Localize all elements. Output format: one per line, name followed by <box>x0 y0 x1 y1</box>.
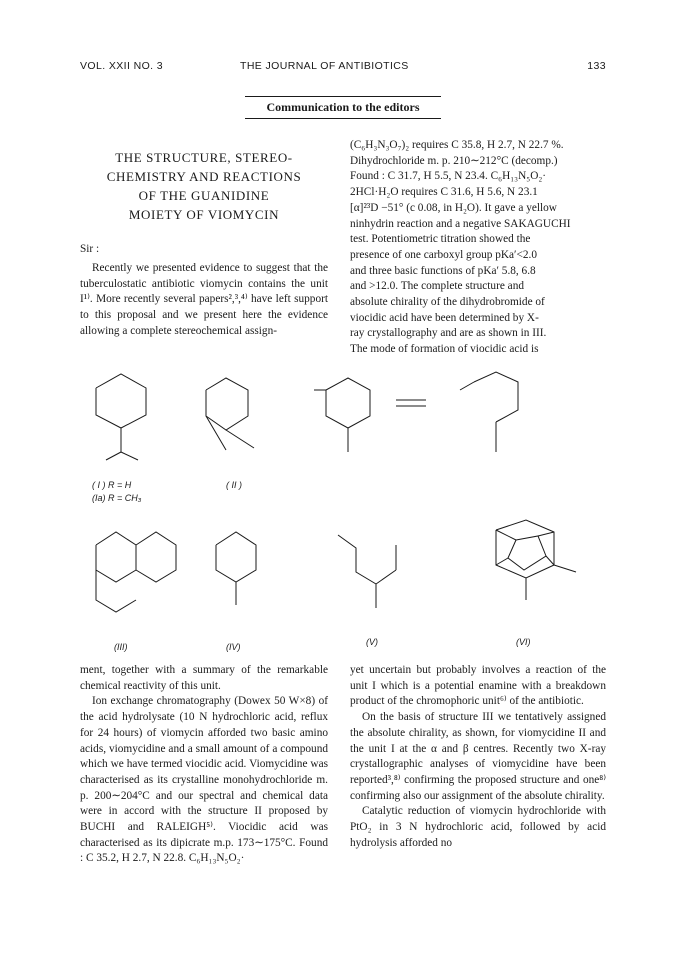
section-tag: Communication to the editors <box>266 100 420 114</box>
left-column-top <box>80 261 328 340</box>
text-line: test. Potentiometric titration showed the <box>350 233 531 246</box>
structure-i-bond <box>106 452 121 460</box>
structure-vi-bond <box>554 565 576 572</box>
structure-vi-bond <box>496 530 516 540</box>
structure-i-ring <box>96 374 146 428</box>
text-line: Dihydrochloride m. p. 210∼212°C (decomp.) <box>350 154 558 167</box>
paragraph-continuation: ment, together with a summary of the remarkable chemical reactivity of this unit. <box>80 664 328 692</box>
text-line: viocidic acid have been determined by X- <box>350 311 539 324</box>
text-line: [α]²³D −51° (c 0.08, in H₂O). It gave a yellow <box>350 201 557 214</box>
section-rule-bottom <box>245 118 441 119</box>
text-line: (C₆H₃N₃O₇)₂ requires C 35.8, H 2.7, N 22.7 %. <box>350 139 564 151</box>
page-number: 133 <box>587 60 606 72</box>
structure-vi-bond <box>496 558 508 565</box>
title-line: THE STRUCTURE, STEREO- <box>115 150 293 165</box>
structures-figure <box>76 360 606 660</box>
text-line: and three basic functions of pKa′ 5.8, 6.8 <box>350 264 536 277</box>
structure-v-chain <box>338 535 376 608</box>
right-column-bottom <box>350 663 606 851</box>
article-title <box>80 148 328 224</box>
structure-label-iv: (IV) <box>226 642 241 652</box>
structure-label-iii: (III) <box>114 642 128 652</box>
text-line: Found : C 31.7, H 5.5, N 23.4. C₆H₁₃N₅O₂· <box>350 170 547 183</box>
paragraph-chromatography: Ion exchange chromatography (Dowex 50 W×8) of the acid hydrolysate (10 N hydrochloric acid, reflux for 24 hours) of viomycin afforded two basic amino acids, viomycidine and a small amount of a compound which we have termed viocidic acid. Viomycidine was characterised as its crystalline monohydrochloride m. p. 200∼204°C and our spectral and chemical data were in accord with the structure II proposed by BUCHI and RALEIGH⁵⁾. Viocidic acid was characterised as its dipicrate m.p. 173∼175°C. Found : C 35.2, H 2.7, N 22.8. C₆H₁₃N₅O₂· <box>80 695 328 865</box>
paragraph-reduction: Catalytic reduction of viomycin hydrochloride with PtO₂ in 3 N hydrochloric acid, followed by acid hydrolysis afforded no <box>350 805 606 849</box>
structure-iv-ring <box>216 532 256 582</box>
structure-label-ii: ( II ) <box>226 480 242 490</box>
text-line: and >12.0. The complete structure and <box>350 280 524 293</box>
text-line: presence of one carboxyl group pKa′<2.0 <box>350 248 538 261</box>
text-line: The mode of formation of viocidic acid is <box>350 343 539 356</box>
structure-vi-bond <box>546 556 554 565</box>
structure-v-bond <box>376 570 396 584</box>
text-line: absolute chirality of the dihydrobromide of <box>350 296 545 309</box>
title-line: CHEMISTRY AND REACTIONS <box>106 169 302 184</box>
text-line: ray crystallography and are as shown in III. <box>350 327 547 340</box>
structure-ii-bond <box>206 416 226 450</box>
right-column-top <box>350 138 606 358</box>
structure-label-v: (V) <box>366 637 378 647</box>
title-line: MOIETY OF VIOMYCIN <box>128 207 280 222</box>
left-column-bottom <box>80 663 328 867</box>
structure-label-ia: (Ia) R = CH₃ <box>92 493 142 503</box>
structure-iii-ring-c <box>96 570 136 612</box>
structure-tautomer-b-chain <box>474 372 518 422</box>
structure-iii-ring-a <box>96 532 136 582</box>
structure-ii-bond <box>226 430 254 448</box>
structure-i-bond <box>121 452 138 460</box>
salutation: Sir : <box>80 243 100 255</box>
structure-tautomer-b-bond <box>460 382 474 390</box>
structure-vi-bond <box>538 532 554 536</box>
structure-ii-ring <box>206 378 248 430</box>
structure-tautomer-a-ring <box>326 378 370 428</box>
structures-svg <box>76 360 606 660</box>
text-line: 2HCl·H₂O requires C 31.6, H 5.6, N 23.1 <box>350 186 538 199</box>
section-rule-top <box>245 96 441 97</box>
text-line: ninhydrin reaction and a negative SAKAGUCHI <box>350 217 571 230</box>
running-header-journal: THE JOURNAL OF ANTIBIOTICS <box>240 60 409 72</box>
structure-label-vi: (VI) <box>516 637 531 647</box>
structure-iii-ring-b <box>136 532 176 582</box>
running-header-volume: VOL. XXII NO. 3 <box>80 60 164 72</box>
structure-vi-cage-back <box>508 536 546 570</box>
paragraph-continuation-right: yet uncertain but probably involves a reaction of the unit I which is a potential enamine with a breakdown product of the chromophoric unit⁶⁾ of the antibiotic. <box>350 664 606 708</box>
structure-label-i: ( I ) R = H <box>92 480 132 490</box>
paragraph-intro: Recently we presented evidence to suggest that the tuberculostatic antibiotic viomycin contains the unit I¹⁾. More recently several papers²,³,⁴⁾ have left support to this proposal and we present here the evidence allowing a complete stereochemical assign- <box>80 262 328 337</box>
title-line: OF THE GUANIDINE <box>138 188 270 203</box>
paragraph-chirality: On the basis of structure III we tentatively assigned the absolute chirality, as shown, for viomycidine II and the unit I at the α and β centres. Recently two X-ray crystallographic analyses of viomycidine have been reported³,⁸⁾ confirming the proposed structure and one⁸⁾ confirming also our assignment of the absolute chirality. <box>350 711 606 802</box>
